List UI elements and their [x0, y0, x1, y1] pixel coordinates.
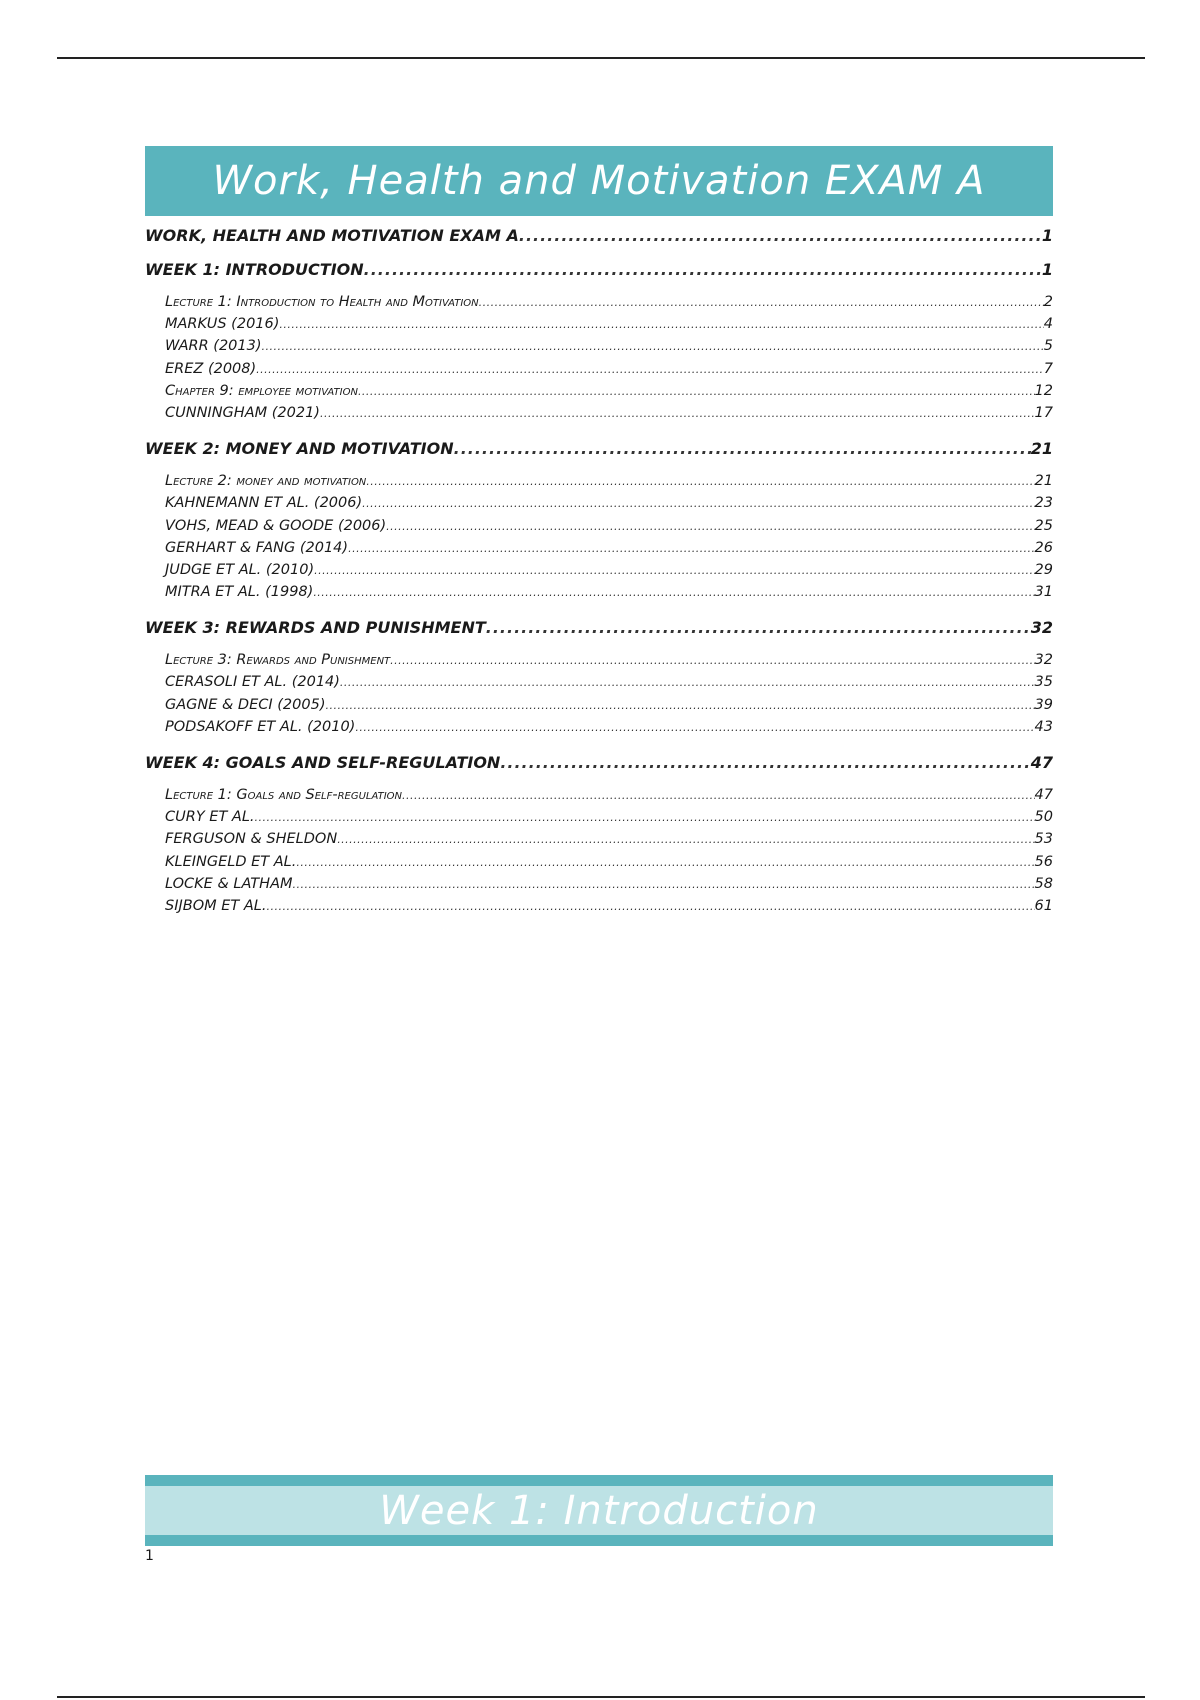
- toc-item[interactable]: [145, 854, 1053, 876]
- toc-page: 58: [1034, 875, 1053, 892]
- toc-item[interactable]: [145, 674, 1053, 696]
- toc-page: 5: [1043, 338, 1053, 355]
- top-rule: [57, 57, 1145, 59]
- toc-item[interactable]: [145, 831, 1053, 853]
- toc-lecture-1[interactable]: [145, 294, 1053, 316]
- toc-label: WEEK 1: INTRODUCTION: [145, 260, 364, 279]
- toc-entry-week1[interactable]: [145, 260, 1053, 282]
- banner-top-bar: [145, 1475, 1053, 1486]
- toc-label: WARR (2013): [165, 338, 262, 355]
- toc-item[interactable]: [145, 518, 1053, 540]
- toc-page: 21: [1034, 473, 1053, 490]
- section-heading: Week 1: Introduction: [379, 1487, 819, 1534]
- toc-label: WEEK 3: REWARDS AND PUNISHMENT: [145, 618, 486, 638]
- toc-label: Lecture 1: Goals and Self-regulation: [165, 787, 403, 803]
- toc-label: PODSAKOFF ET AL. (2010): [165, 718, 356, 735]
- toc-label: WEEK 2: MONEY AND MOTIVATION: [145, 439, 454, 459]
- toc-label: Lecture 3: Rewards and Punishment: [165, 652, 391, 669]
- document-title-banner: [145, 146, 1053, 216]
- toc-label: GERHART & FANG (2014): [165, 539, 349, 556]
- toc-page: 35: [1034, 674, 1053, 691]
- toc-label: MARKUS (2016): [165, 316, 280, 333]
- toc-item[interactable]: [145, 405, 1053, 427]
- toc-week2-group: [145, 473, 1053, 606]
- banner-bottom-bar: [145, 1535, 1053, 1546]
- toc-label: KAHNEMANN ET AL. (2006): [165, 495, 363, 512]
- toc-page: 4: [1043, 316, 1053, 333]
- toc-entry-week2[interactable]: [145, 439, 1053, 461]
- toc-item[interactable]: [145, 562, 1053, 584]
- toc-item[interactable]: [145, 316, 1053, 338]
- table-of-contents: [145, 226, 1053, 920]
- toc-label: Lecture 1: Introduction to Health and Motivation: [165, 294, 479, 310]
- toc-entry-week3[interactable]: [145, 618, 1053, 640]
- toc-label: WEEK 4: GOALS AND SELF-REGULATION: [145, 753, 501, 772]
- toc-label: SIJBOM ET AL.: [165, 897, 267, 914]
- toc-item[interactable]: [145, 540, 1053, 562]
- toc-item[interactable]: [145, 876, 1053, 898]
- toc-page: 32: [1030, 618, 1053, 638]
- toc-page: 26: [1034, 539, 1053, 556]
- toc-item[interactable]: [145, 495, 1053, 517]
- document-title: Work, Health and Motivation EXAM A: [212, 158, 986, 204]
- toc-lecture-4[interactable]: [145, 787, 1053, 809]
- toc-page: 17: [1034, 404, 1053, 421]
- toc-label: WORK, HEALTH AND MOTIVATION EXAM A: [145, 226, 519, 245]
- toc-label: KLEINGELD ET AL.: [165, 853, 297, 870]
- toc-label: GAGNE & DECI (2005): [165, 696, 326, 713]
- toc-lecture-3[interactable]: [145, 652, 1053, 674]
- toc-page: 7: [1043, 360, 1053, 377]
- toc-page: 1: [1041, 260, 1053, 279]
- toc-label: Chapter 9: employee motivation: [165, 382, 358, 399]
- toc-entry-week4[interactable]: [145, 753, 1053, 775]
- toc-page: 31: [1034, 584, 1053, 601]
- toc-page: 2: [1043, 294, 1053, 310]
- toc-page: 12: [1034, 382, 1053, 399]
- toc-page: 39: [1034, 696, 1053, 713]
- toc-page: 25: [1034, 517, 1053, 534]
- toc-item[interactable]: [145, 584, 1053, 606]
- toc-item[interactable]: [145, 898, 1053, 920]
- toc-page: 61: [1034, 897, 1053, 914]
- toc-page: 50: [1034, 809, 1053, 826]
- toc-item[interactable]: [145, 719, 1053, 741]
- toc-item[interactable]: [145, 809, 1053, 831]
- toc-item[interactable]: [145, 361, 1053, 383]
- toc-page: 23: [1034, 495, 1053, 512]
- toc-page: 29: [1034, 561, 1053, 578]
- toc-label: LOCKE & LATHAM: [165, 875, 293, 892]
- toc-label: EREZ (2008): [165, 360, 257, 377]
- toc-label: CUNNINGHAM (2021): [165, 404, 320, 421]
- toc-entry-exam[interactable]: [145, 226, 1053, 248]
- toc-item[interactable]: [145, 697, 1053, 719]
- toc-page: 53: [1034, 831, 1053, 848]
- toc-page: 47: [1030, 753, 1053, 772]
- toc-item[interactable]: [145, 383, 1053, 405]
- section-heading-banner: [145, 1475, 1053, 1546]
- toc-item[interactable]: [145, 338, 1053, 360]
- page-number: 1: [145, 1548, 154, 1564]
- toc-label: JUDGE ET AL. (2010): [165, 561, 315, 578]
- toc-week4-group: [145, 787, 1053, 920]
- toc-label: MITRA ET AL. (1998): [165, 584, 314, 601]
- bottom-rule: [57, 1696, 1145, 1698]
- toc-page: 43: [1034, 718, 1053, 735]
- toc-page: 56: [1034, 853, 1053, 870]
- toc-label: FERGUSON & SHELDON: [165, 831, 338, 848]
- toc-label: CURY ET AL.: [165, 809, 255, 826]
- toc-label: VOHS, MEAD & GOODE (2006): [165, 517, 387, 534]
- toc-lecture-2[interactable]: [145, 473, 1053, 495]
- toc-week3-group: [145, 652, 1053, 741]
- toc-page: 47: [1034, 787, 1053, 803]
- toc-label: CERASOLI ET AL. (2014): [165, 674, 340, 691]
- banner-middle: [145, 1486, 1053, 1535]
- toc-page: 21: [1030, 439, 1053, 459]
- toc-week1-group: [145, 294, 1053, 427]
- toc-page: 32: [1034, 652, 1053, 669]
- toc-page: 1: [1041, 226, 1053, 245]
- toc-label: Lecture 2: money and motivation: [165, 473, 367, 490]
